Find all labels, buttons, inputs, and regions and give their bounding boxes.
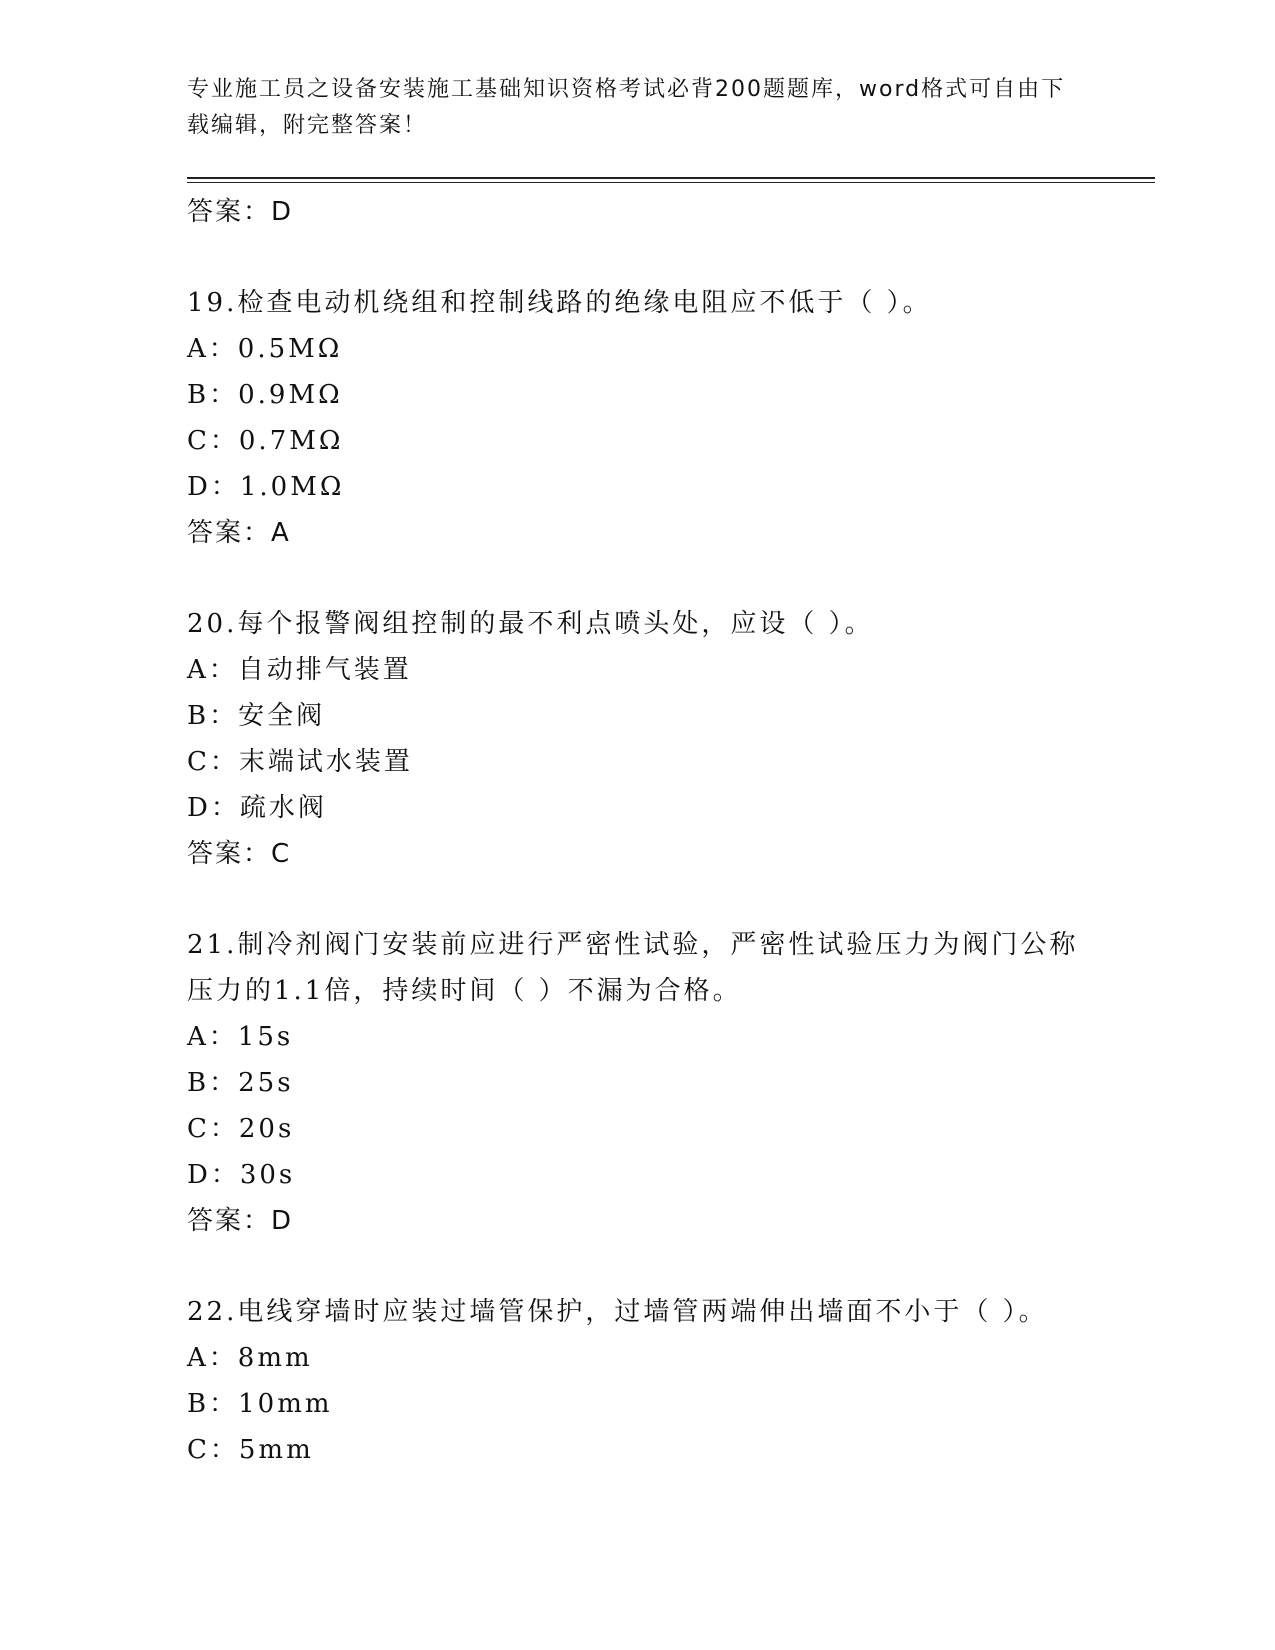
question-block xyxy=(187,922,1087,1244)
option-a: A：0.5MΩ xyxy=(187,334,343,364)
answer-line: 答案：A xyxy=(187,518,291,548)
question-list xyxy=(187,189,1087,1473)
question-block xyxy=(187,280,1087,556)
answer-line: 答案：D xyxy=(187,1206,294,1236)
document-header: 专业施工员之设备安装施工基础知识资格考试必背200题题库，word格式可自由下载编辑，附完整答案！ xyxy=(187,77,1066,138)
option-c: C：5mm xyxy=(187,1435,314,1465)
header-rule-thick xyxy=(187,177,1155,179)
question-stem: 22.电线穿墙时应装过墙管保护，过墙管两端伸出墙面不小于（ ）。 xyxy=(187,1297,1048,1327)
option-b: B：0.9MΩ xyxy=(187,380,343,410)
spacer xyxy=(187,235,1087,280)
option-b: B：25s xyxy=(187,1068,294,1098)
question-stem: 19.检查电动机绕组和控制线路的绝缘电阻应不低于（ ）。 xyxy=(187,288,932,318)
option-c: C：0.7MΩ xyxy=(187,426,344,456)
option-a: A：自动排气装置 xyxy=(187,655,412,685)
option-c: C：20s xyxy=(187,1114,295,1144)
option-a: A：15s xyxy=(187,1022,294,1052)
spacer xyxy=(187,556,1087,601)
option-d: D：30s xyxy=(187,1160,296,1190)
spacer xyxy=(187,877,1087,922)
option-d: D：1.0MΩ xyxy=(187,472,345,502)
option-a: A：8mm xyxy=(187,1343,313,1373)
spacer xyxy=(187,1244,1087,1289)
answer-line: 答案：D xyxy=(187,197,294,227)
option-b: B：安全阀 xyxy=(187,701,326,731)
option-b: B：10mm xyxy=(187,1389,333,1419)
question-block xyxy=(187,1289,1087,1473)
option-c: C：末端试水装置 xyxy=(187,747,413,777)
option-d: D：疏水阀 xyxy=(187,793,327,823)
answer-line: 答案：C xyxy=(187,839,292,869)
question-block xyxy=(187,601,1087,877)
question-stem: 20.每个报警阀组控制的最不利点喷头处，应设（ ）。 xyxy=(187,609,874,639)
question-stem: 21.制冷剂阀门安装前应进行严密性试验，严密性试验压力为阀门公称压力的1.1倍，持续时间（ ）不漏为合格。 xyxy=(187,930,1079,1006)
header-rule-thin xyxy=(187,182,1155,183)
